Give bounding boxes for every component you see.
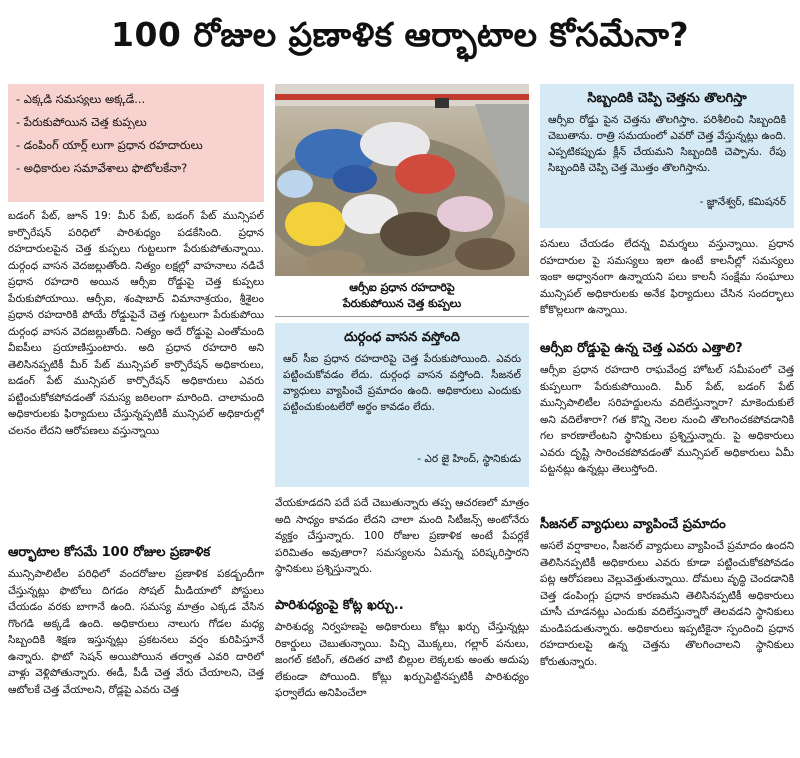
garbage-pile-image bbox=[275, 84, 529, 276]
box1-text: ఆర్ సీఐ ప్రధాన రహదారిపై చెత్త పేరుకుపోయింది. ఎవరు పట్టించుకోవడం లేదు. దుర్గంధ వాసన వస్తోంది. సీజనల్ వ్యాధులు వ్యాపించే ప్రమాదం ఉంది. అధికారులు ఎందుకు పట్టించుకుంటలేరో అర్థం కావడం లేదు. bbox=[283, 353, 521, 413]
box1-signature: - ఎర జై హింద్, స్థానికుడు bbox=[417, 453, 521, 465]
caption-line2: పేరుకుపోయిన చెత్త కుప్పలు bbox=[342, 297, 462, 310]
headline: 100 రోజుల ప్రణాళిక ఆర్భాటాల కోసమేనా? bbox=[110, 15, 689, 54]
highlight-item: - అధికారుల సమావేశాలు ఫొటోలకేనా? bbox=[16, 161, 188, 175]
photo-caption bbox=[275, 276, 529, 317]
section4-paragraph: అసలే వర్షాకాలం, సీజనల్ వ్యాధులు వ్యాపించే ప్రమాదం ఉందని తెలిసినప్పటికీ అధికారులు ఎవరు కూడా పట్టించుకోకపోవడం పట్ల ఆరోపణలు వెల్లువెత్తుతున్నాయి. దోమలు వృద్ధి చెందడానికి చెత్త డంపింగ్లు ప్రధాన కారణమని తెలిసినప్పటికీ అధికారులు చూసీ చూడనట్లు ఎందుకు వదిలేస్తున్నారో తెలవడని స్థానికులు మండిపడుతున్నారు. అధికారులు ఇప్పటికైనా స్పందించి ప్రధాన రహదారులపై ఉన్న చెత్తను తొలగించాలని స్థానికులు కోరుతున్నారు. bbox=[540, 540, 794, 668]
highlight-item: - ఎక్కడి సమస్యలు అక్కడే... bbox=[16, 92, 146, 106]
highlights-box bbox=[8, 84, 264, 202]
section4-title: సీజనల్ వ్యాధులు వ్యాపించే ప్రమాదం bbox=[540, 517, 726, 532]
right-paragraph: పనులు చేయడం లేదన్న విమర్శలు వస్తున్నాయి. ప్రధాన రహదారుల పై సమస్యలు ఇలా ఉంటే కాలనీల్లో సమస్యలు ఇంకా అధ్వానంగా ఉన్నాయని పలు కాలనీ సంక్షేమ సంఘాలు మున్సిపల్ అధికారులకు అనేక ఫిర్యాదులు చేసిన సందర్భాలు కోకొల్లలుగా ఉన్నాయి. bbox=[540, 238, 794, 316]
column-right bbox=[540, 84, 794, 738]
highlight-item: - డంపింగ్ యార్డ్ లుగా ప్రధాన రహదారులు bbox=[16, 138, 203, 152]
section1-paragraph: మున్సిపాలిటీల పరిధిలో వందరోజుల ప్రణాళిక పకడ్బందీగా చేస్తున్నట్లు ఫొటోలు దిగడం సోషల్ మీడియాలో పోస్టులు చేయడం వరకు బాగానే ఉంది. సమస్య మాత్రం ఎక్కడ వేసిన గొంగడి అక్కడే ఉంది. అధికారులు నాలుగు గోడల మధ్య సిబ్బందికి శిక్షణ ఇస్తున్నట్లు ప్రకటనలు వర్షం కురిపిస్తూనే ఉన్నారు. ఫొటో సెషన్ అయిపోయిన తర్వాత ఎవరి దారిలో వాళ్లు వెళ్లిపోతున్నారు. ఈడీ, పీడీ చెత్త వేరు చేయాలని, చెత్త ఆటోలకే చెత్త వేయాలని, రోడ్లపై ఎవరు చెత్త bbox=[8, 568, 264, 696]
box2-signature: - జ్ఞానేశ్వర్, కమిషనర్ bbox=[699, 196, 786, 208]
section2-paragraph: పారిశుధ్య నిర్వహణపై అధికారులు కోట్లు ఖర్చు చేస్తున్నట్లు రికార్డులు చెబుతున్నాయి. పిచ్చి మొక్కలు, గల్లార్ పనులు, జంగల్ కటింగ్, తదితర వాటి బిల్లుల లెక్కలకు అంతు అదుపు లేకుండా పోయింది. కోట్లు ఖర్చుపెట్టినప్పటికీ పారిశుధ్యం ఫర్వాలేదు అనిపించేలా bbox=[275, 621, 529, 699]
garbage-photo bbox=[275, 84, 529, 276]
section1-title: ఆర్భాటాల కోసమే 100 రోజుల ప్రణాళిక bbox=[8, 545, 211, 560]
box2-text: ఆర్సీఐ రోడ్డు పైన చెత్తను తొలగిస్తాం. పరిశీలించి సిబ్బందికి చెబుతాను. రాత్రి సమయంలో ఎవరో చెత్త వేస్తున్నట్లు ఉంది. ఎప్పటికప్పుడు క్లీన్ చేయమని సిబ్బందికి చెప్పాను. రేపు సిబ్బందికి చెప్పి చెత్త మొత్తం తొలగిస్తాను. bbox=[548, 114, 786, 174]
column-left bbox=[8, 84, 264, 756]
box1-title: దుర్గంధ వాసన వస్తోంది bbox=[344, 330, 460, 345]
caption-line1: ఆర్సీఐ ప్రధాన రహదారిపై bbox=[349, 281, 455, 294]
middle-paragraph: వేయకూడదని పదే పదే చెబుతున్నారు తప్ప ఆచరణలో మాత్రం అది సాధ్యం కావడం లేదని చాలా మంది సిటీజన్స్ అంటోనేరు వ్యక్తం చేస్తున్నారు. 100 రోజుల ప్రణాళిక అంటే పేపర్లకే పరిమితం అవుతారా? సమస్యలను ఏమన్న పరిష్కరిస్తారని స్థానికులు ప్రశ్నిస్తున్నారు. bbox=[275, 497, 529, 575]
section3-title: ఆర్సీఐ రోడ్డుపై ఉన్న చెత్త ఎవరు ఎత్తాలి? bbox=[540, 341, 743, 356]
quote-box-resident bbox=[275, 323, 529, 487]
intro-paragraph: బడంగ్ పేట్, జూన్ 19: మీర్ పేట్, బడంగ్ పేట్ మున్సిపల్ కార్పొరేషన్ పరిధిలో పారిశుధ్యం పడకేసింది. ప్రధాన రహదారులపైన చెత్త కుప్పలు గుట్టలుగా పేరుకుపోతున్నాయి. దుర్గంధ వాసన వెదజల్లుతోంది. నిత్యం లక్షల్లో వాహనాలు నడిచే ప్రధాన రహదారి అయిన ఆర్సీఐ రోడ్డుపై చెత్త కుప్పలు పేరుకుపోయాయి. ఆర్సీఐ, శంషాబాద్ విమానాశ్రయం, శ్రీశైలం ప్రధాన రహదారికి పోయే రోడ్డుపైనే చెత్త గుట్టలుగా పేరుకుపోయి దుర్గంధ వాసన వెదజల్లుతోంది. నిత్యం అదే రోడ్డుపై ఎంతోమంది వీఐపీలు ప్రయాణిస్తుంటారు. అది ప్రధాన రహదారి అని తెలిసినప్పటికీ మీర్ పేట్ మున్సిపల్ కార్పొరేషన్ అధికారులు, బడంగ్ పేట్ మున్సిపల్ కార్పొరేషన్ అధికారులు ఎవరు పట్టించుకోకపోవడంతో సమస్య జఠిలంగా మారింది. చాలామంది అధికారులకు ఫిర్యాదులు చేస్తున్నప్పటికీ మున్సిపల్ అధికారుల్లో చలనం లేదని ఆరోపణలు వస్తున్నాయి bbox=[8, 210, 264, 437]
section2-title: పారిశుధ్యంపై కోట్ల ఖర్చు.. bbox=[275, 598, 404, 613]
highlight-item: - పేరుకుపోయిన చెత్త కుప్పలు bbox=[16, 115, 147, 129]
box2-title: సిబ్బందికి చెప్పి చెత్తను తొలగిస్తా bbox=[587, 91, 747, 106]
column-middle bbox=[275, 84, 529, 703]
section3-paragraph: ఆర్సీఐ ప్రధాన రహదారి రాఘవేంద్ర హోటల్ సమీపంలో చెత్త కుప్పలుగా పేరుకుపోయింది. మీర్ పేట్, బడంగ్ పేట్ మున్సిపాలిటీల సరిహద్దులను వదిలేస్తున్నారా? మాకెందుకులే అని వదిలేశారా? గత కొన్ని నెలల నుంచి తొలగించకపోవడానికి గల కారణాలేంటని స్థానికులు ప్రశ్నిస్తున్నారు. పై అధికారులు ఎవరు దృష్టి సారించకపోవడంతో మున్సిపల్ అధికారులు ఏమీ పట్టనట్లు ఉన్నట్లు తెలుస్తోంది. bbox=[540, 364, 794, 475]
quote-box-commissioner bbox=[540, 84, 794, 228]
